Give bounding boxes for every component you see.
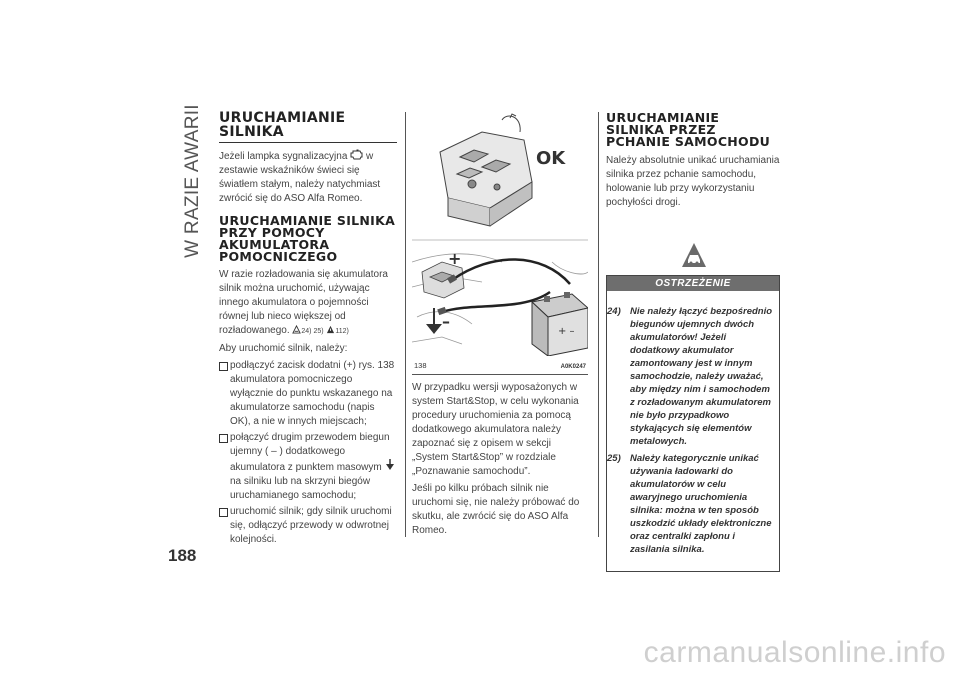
chapter-side-title [176, 106, 210, 256]
ground-point-icon [385, 459, 395, 471]
paragraph-retry: Jeśli po kilku próbach silnik nie uruchomi się, nie należy próbować do skutku, ale zwrócić się do ASO Alfa Romeo. [412, 483, 580, 536]
list-item-text: na silniku lub na skrzyni biegów uruchamianego samochodu; [230, 476, 371, 501]
column-divider-left [405, 112, 406, 537]
note-text: Nie należy łączyć bezpośrednio biegunów ujemnych dwóch akumulatorów! Jeżeli dodatkowy akumulator zamontowany jest w innym samochodzie, należy uważać, aby między nim i samochodem z rozładowanym akumulatorem nie było przypadkowo stykających się elementów metalowych. [630, 306, 773, 447]
paragraph-text: W razie rozładowania się akumulatora silnik można uruchomić, używając innego akumulatora o pojemności równej lub nieco większej od rozładowanego. [219, 269, 388, 336]
note-references-a: 24) 25) [301, 328, 324, 335]
heading-push-start: URUCHAMIANIE SILNIKA PRZEZ PCHANIE SAMOCHODU [606, 110, 771, 149]
paragraph-start-stop: W przypadku wersji wyposażonych w system Start&Stop, w celu wykonania procedury uruchomienia za pomocą dodatkowego akumulatora należy zapoznać się z opisem w sekcji „System Start&Stop” w rozdziale „Poznawanie samochodu”. [412, 382, 579, 477]
warning-notes [607, 291, 779, 571]
paragraph-text: Jeżeli lampka sygnalizacyjna [219, 151, 351, 162]
warning-car-icon [680, 241, 708, 269]
list-item [219, 431, 397, 503]
list-item [219, 505, 397, 547]
page-number: 188 [168, 546, 197, 565]
svg-text:+ –: + – [558, 326, 575, 337]
list-item-text: uruchomić silnik; gdy silnik uruchomi się, odłączyć przewody w odwrotnej kolejności. [230, 506, 392, 545]
list-item-text: podłączyć zacisk dodatni (+) rys. 138 akumulatora pomocniczego wyłącznie do punktu wskazanego na akumulatorze samochodu (napis OK), a nie w innych miejscach; [230, 360, 395, 427]
figure-label-ok: OK [536, 148, 566, 169]
paragraph-push-start: Należy absolutnie unikać uruchamiania silnika przez pchanie samochodu, holowanie lub przy wykorzystaniu pochyłości drogi. [606, 155, 780, 208]
watermark: carmanualsonline.info [643, 636, 946, 669]
warning-title: OSTRZEŻENIE [607, 276, 779, 291]
heading-jump-start: URUCHAMIANIE SILNIKA PRZY POMOCY AKUMULATORA POMOCNICZEGO [219, 213, 396, 264]
warning-note [607, 452, 773, 556]
paragraph-steps-intro: Aby uruchomić silnik, należy: [219, 343, 348, 354]
engine-warning-icon [350, 149, 363, 160]
checkbox-bullet [219, 508, 228, 517]
figure-code: A0K0247 [560, 364, 586, 370]
warning-triangle-icon [326, 325, 335, 334]
figure-number: 138 [414, 361, 427, 370]
heading-engine-start: URUCHAMIANIE SILNIKA [219, 112, 397, 143]
warning-box [606, 275, 780, 572]
column-middle [412, 112, 588, 541]
paragraph-battery [219, 268, 397, 339]
jump-start-illustration [412, 112, 588, 356]
chapter-side-title-text: W RAZIE AWARII [182, 104, 203, 258]
paragraph-text: w zestawie wskaźników świeci się światłem stałym, należy natychmiast zwrócić się do ASO Alfa Romeo. [219, 151, 381, 204]
auxiliary-battery [532, 292, 588, 356]
column-left [219, 112, 397, 549]
steps-list [219, 359, 397, 547]
note-number: 25) [607, 453, 621, 464]
column-right [606, 112, 781, 572]
figure-label-minus: – [442, 312, 450, 331]
figure-label-plus: + [448, 249, 462, 268]
warning-note [607, 305, 773, 448]
checkbox-bullet [219, 434, 228, 443]
note-text: Należy kategorycznie unikać używania ładowarki do akumulatorów w celu awaryjnego uruchomienia silnika: można w ten sposób uszkodzić układy elektroniczne oraz centralki zapłonu i zasilania silnika. [630, 453, 772, 555]
note-references-b: 112) [335, 328, 349, 335]
column-divider-right [598, 112, 599, 537]
paragraph-warning-lamp [219, 149, 397, 206]
note-number: 24) [607, 306, 621, 317]
checkbox-bullet [219, 362, 228, 371]
list-item-text: połączyć drugim przewodem biegun ujemny ( – ) dodatkowego akumulatora z punktem masowym [230, 432, 390, 473]
figure-138 [412, 112, 588, 375]
list-item [219, 359, 397, 429]
